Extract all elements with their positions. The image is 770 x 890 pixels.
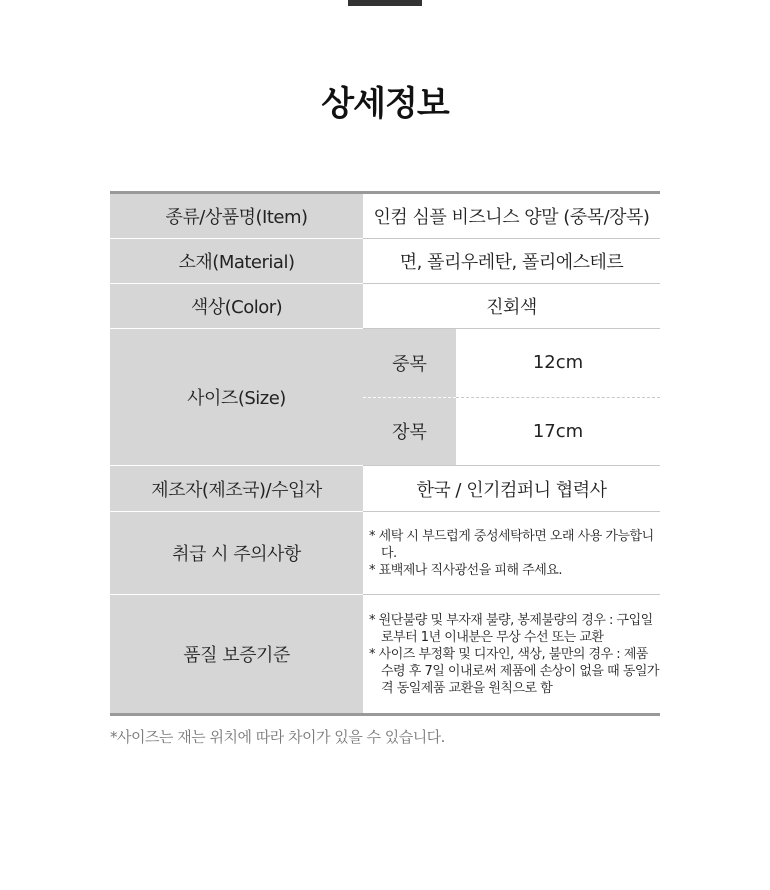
spec-label-item: 종류/상품명(Item) (110, 193, 363, 239)
spec-row-quality (110, 595, 660, 715)
top-divider-bar (348, 0, 422, 6)
size-options-cell (363, 329, 660, 466)
size-option-value: 17cm (456, 397, 660, 465)
size-option-row (363, 397, 660, 465)
spec-value-item: 인컴 심플 비즈니스 양말 (중목/장목) (363, 193, 660, 239)
spec-row-item (110, 193, 660, 239)
spec-row-material (110, 239, 660, 284)
spec-value-material: 면, 폴리우레탄, 폴리에스테르 (363, 239, 660, 284)
spec-label-quality: 품질 보증기준 (110, 595, 363, 715)
spec-value-color: 진회색 (363, 284, 660, 329)
care-note: * 세탁 시 부드럽게 중성세탁하면 오래 사용 가능합니다. (369, 528, 654, 561)
size-option-value: 12cm (456, 329, 660, 397)
spec-label-care: 취급 시 주의사항 (110, 512, 363, 595)
size-option-name: 장목 (363, 397, 456, 465)
spec-row-care (110, 512, 660, 595)
spec-row-size (110, 329, 660, 466)
quality-note: * 사이즈 부정확 및 디자인, 색상, 불만의 경우 : 제품 수령 후 7일 이내로써 제품에 손상이 없을 때 동일가격 동일제품 교환을 원칙으로 함 (369, 646, 659, 696)
spec-row-maker (110, 466, 660, 512)
quality-note: * 원단불량 및 부자재 불량, 봉제불량의 경우 : 구입일로부터 1년 이내분은 무상 수선 또는 교환 (369, 612, 653, 645)
size-footnote: *사이즈는 재는 위치에 따라 차이가 있을 수 있습니다. (110, 728, 445, 746)
size-option-name: 중목 (363, 329, 456, 397)
page-title: 상세정보 (321, 84, 449, 124)
spec-value-maker: 한국 / 인기컴퍼니 협력사 (363, 466, 660, 512)
size-options-table (363, 329, 660, 465)
care-note: * 표백제나 직사광선을 피해 주세요. (369, 562, 562, 578)
spec-label-size: 사이즈(Size) (110, 329, 363, 466)
spec-value-quality (363, 595, 660, 715)
product-spec-table (110, 191, 660, 716)
size-option-row (363, 329, 660, 397)
spec-value-care (363, 512, 660, 595)
spec-row-color (110, 284, 660, 329)
spec-label-maker: 제조자(제조국)/수입자 (110, 466, 363, 512)
spec-label-material: 소재(Material) (110, 239, 363, 284)
spec-label-color: 색상(Color) (110, 284, 363, 329)
